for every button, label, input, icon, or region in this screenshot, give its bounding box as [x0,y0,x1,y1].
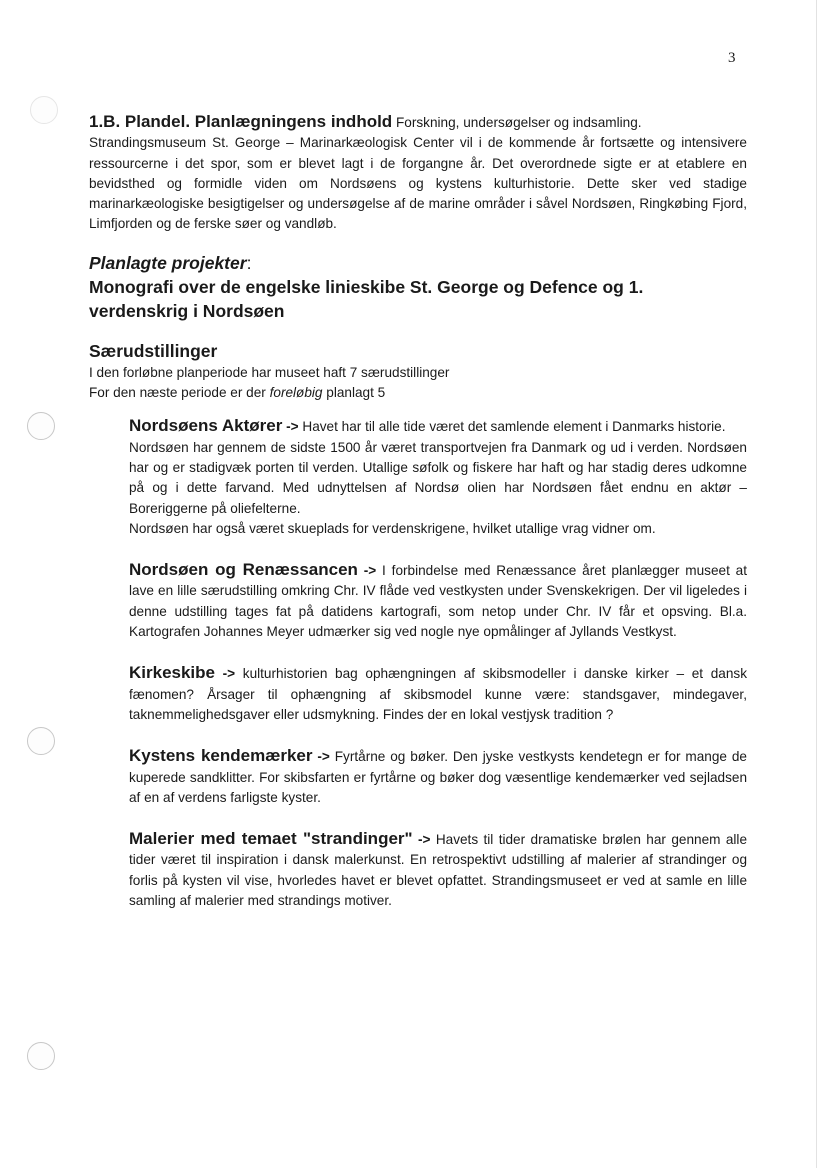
exhibition-text: Havets til tider dramatiske brølen har gennem alle tider været til inspiration i dansk malerkunst. En retrospektivt udstilling af malerier af strandinger og forlis på kysten vil vise, hvorledes havet er blevet opfattet. Strandingsmuseet er ved at samle en lille samling af malerier med strandings motiver. [129,832,747,909]
exhibition-extra-text: Nordsøen har også været skueplads for verdenskrigene, hvilket utallige vrag vidner om. [129,520,656,536]
exhibition-list [129,416,747,911]
intro-heading: 1.B. Plandel. Planlægningens indhold [89,112,393,131]
intro-lead: Forskning, undersøgelser og indsamling. [392,115,642,130]
projects-heading: Planlagte projekter: [89,252,252,273]
exhibition-extra-text: Nordsøen har gennem de sidste 1500 år været transportvejen fra Danmark og ud i verden. Nordsøen har og er stadigvæk porten til verden. Utallige søfolk og fiskere har haft og har stadig deres udkomne på og i dette farvand. Med udnyttelsen af Nordsø olien har Nordsøen fået endnu en aktør – Boreriggerne på oliefelterne. [129,439,747,516]
punch-hole [27,727,55,755]
exhibition-title: Kystens kendemærker [129,746,313,766]
monograph-title: Monografi over de engelske linieskibe St. George og Defence og 1. verdenskrig i Nordsøen [89,276,644,321]
punch-hole [30,96,58,124]
document-body [89,112,747,932]
exhibition-item: Kystens kendemærker -> Fyrtårne og bøker. Den jyske vestkysts kendetegn er for mange de kuperede sandklitter. For skibsfarten er fyrtårne og bøker dog væsentlige kendemærker ved sejladsen af en af verdens farligste kyster. [129,746,747,805]
exhibition-item: Kirkeskibe -> kulturhistorien bag ophængningen af skibsmodeller i danske kirker – et dansk fænomen? Årsager til ophængning af skibsmodel kunne være: standsgaver, mindegaver, taknemmelighedsgaver eller udsmykning. Findes der en lokal vestjysk tradition ? [129,663,747,722]
exhibition-item: Nordsøen og Renæssancen -> I forbindelse med Renæssance året planlægger museet at lave en lille særudstilling omkring Chr. IV flåde ved vestkysten under Svenskekrigen. Der vil ligeledes i denne udstilling tages fat på datidens kartografi, som netop under Chr. IV får et opsving. Bl.a. Kartografen Johannes Meyer udmærker sig ved nogle nye opmålinger af Jyllands Vestkyst. [129,560,748,640]
exhibition-text: kulturhistorien bag ophængningen af skibsmodeller i danske kirker – et dansk fænomen? Årsager til ophængning af skibsmodel kunne være: standsgaver, mindegaver, taknemmelighedsgaver eller udsmykning. Findes der en lokal vestjysk tradition ? [129,666,747,722]
punch-hole [27,412,55,440]
page-number: 3 [728,50,736,66]
exhibition-title: Nordsøen og Renæssancen [129,560,358,580]
exhibition-item: Malerier med temaet "strandinger" -> Havets til tider dramatiske brølen har gennem alle tider været til inspiration i dansk malerkunst. En retrospektivt udstilling af malerier af strandinger og forlis på kysten vil vise, hvorledes havet er blevet opfattet. Strandingsmuseet er ved at samle en lille samling af malerier med strandings motiver. [129,829,747,909]
exhibition-text: Havet har til alle tide været det samlende element i Danmarks historie. [298,419,726,435]
scan-edge-line [816,0,817,1168]
exhibitions-heading: Særudstillinger [89,340,218,361]
exhibition-title: Kirkeskibe [129,663,215,683]
exhibitions-summary: I den forløbne planperiode har museet haft 7 særudstillinger For den næste periode er der foreløbig planlagt 5 [89,364,450,401]
intro-text: Strandingsmuseum St. George – Marinarkæologisk Center vil i de kommende år fortsætte og intensivere ressourcerne i det spor, som er blevet lagt i de forgangne år. Det overordnede sigte er at etablere en bevidsthed og formidle viden om Nordsøens og kystens kulturhistorie. Dette sker ved stadige marinarkæologiske besigtigelser og undersøgelse af de marine områder i såvel Nordsøen, Ringkøbing Fjord, Limfjorden og de ferske søer og vandløb. [89,135,747,232]
exhibition-title: Malerier med temaet "strandinger" [129,829,413,849]
punch-hole [27,1042,55,1070]
intro-paragraph [89,112,747,235]
exhibition-title: Nordsøens Aktører [129,416,283,436]
exhibition-text: I forbindelse med Renæssance året planlægger museet at lave en lille særudstilling omkring Chr. IV flåde ved vestkysten under Svenskekrigen. Der vil ligeledes i denne udstilling tages fat på datidens kartografi, som netop under Chr. IV får et opsving. Bl.a. Kartografen Johannes Meyer udmærker sig ved nogle nye opmålinger af Jyllands Vestkyst. [129,563,748,640]
exhibition-item: Nordsøens Aktører -> Havet har til alle tide været det samlende element i Danmarks historie. Nordsøen har gennem de sidste 1500 år været transportvejen fra Danmark og ud i verden. Nordsøen har og er stadigvæk porten til verden. Utallige søfolk og fiskere har haft og har stadig deres udkomne på og i dette farvand. Med udnyttelsen af Nordsø olien har Nordsøen fået endnu en aktør – Boreriggerne på oliefelterne. Nordsøen har også været skueplads for verdenskrigene, hvilket utallige vrag vidner om. [129,416,747,539]
exhibition-text: Fyrtårne og bøker. Den jyske vestkysts kendetegn er for mange de kuperede sandklitter. For skibsfarten er fyrtårne og bøker dog væsentlige kendemærker ved sejladsen af en af verdens farligste kyster. [129,749,747,805]
